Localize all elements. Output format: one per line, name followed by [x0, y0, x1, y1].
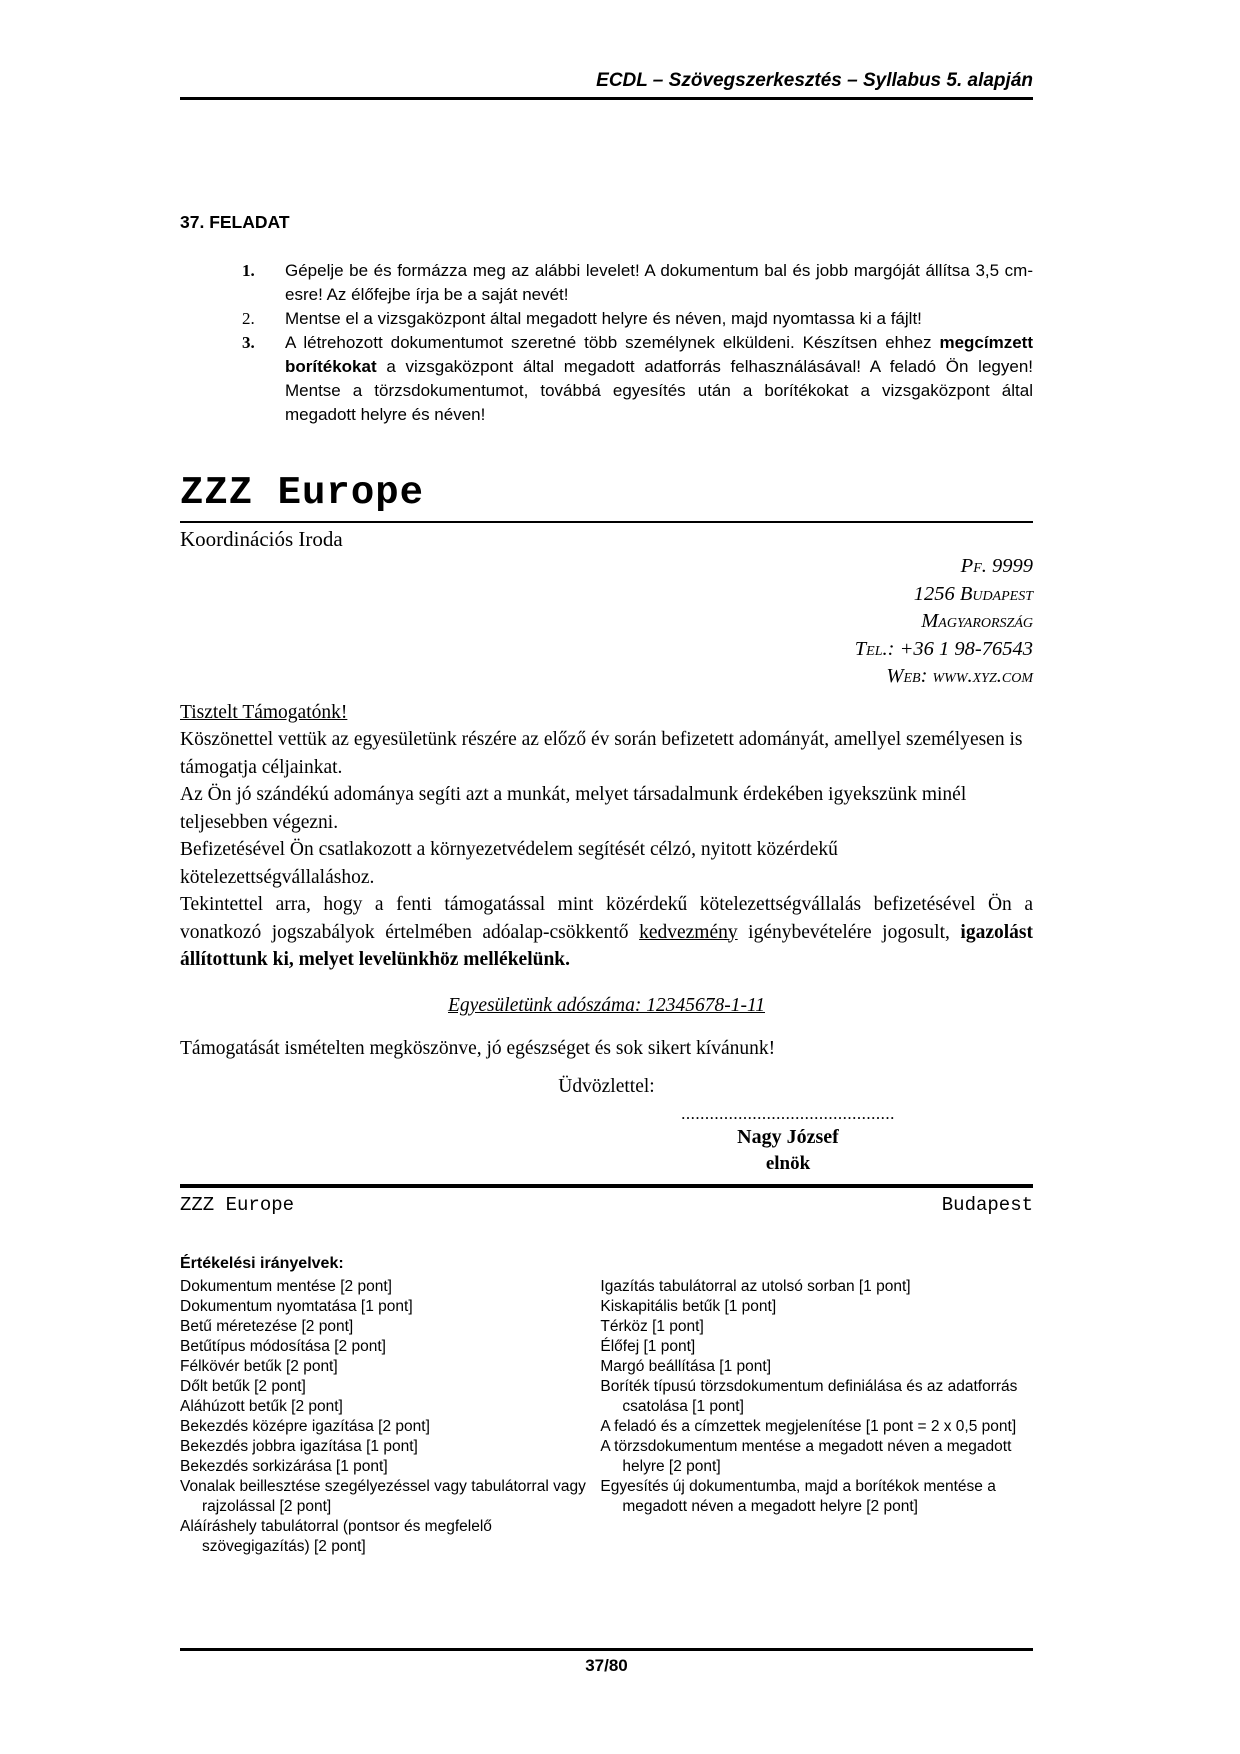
department-name: Koordinációs Iroda [180, 527, 343, 551]
salutation-line [180, 699, 1033, 727]
eval-item: Bekezdés sorkizárása [1 pont] [180, 1457, 388, 1475]
paragraph-4-bold: igazolást állítottunk ki, melyet levelünkhöz mellékelünk. [180, 921, 1033, 970]
task-item-3-text-bold: megcímzett borítékokat [285, 333, 1033, 376]
letter-footer [180, 1184, 1033, 1220]
paragraph-1: Köszönettel vettük az egyesületünk részére az előző év során befizetett adományát, amellyel személyesen is támogatja céljainkat. [180, 729, 1023, 778]
signature-dotted-line: ............................................. [681, 1104, 895, 1123]
paragraph-3: Befizetésével Ön csatlakozott a környezetvédelem segítését célzó, nyitott közérdekű kötelezettségvállaláshoz. [180, 839, 838, 888]
task-item-1-text: Gépelje be és formázza meg az alábbi levelet! A dokumentum bal és jobb margóját állítsa 3,5 cm-esre! Az élőfejbe írja be a saját nevét! [285, 261, 1033, 304]
eval-item: Bekezdés jobbra igazítása [1 pont] [180, 1437, 418, 1455]
evaluation-heading: Értékelési irányelvek: [180, 1254, 344, 1272]
task-title: 37. FELADAT [180, 212, 290, 232]
page-footer [180, 1648, 1033, 1676]
task-item-1 [180, 259, 1033, 307]
task-item-2 [180, 307, 1033, 331]
signer-name: Nagy József [737, 1126, 839, 1148]
eval-item: Dokumentum mentése [2 pont] [180, 1277, 392, 1295]
page-number: 37/80 [585, 1656, 628, 1675]
eval-item: Margó beállítása [1 pont] [600, 1357, 771, 1375]
eval-item: Vonalak beillesztése szegélyezéssel vagy tabulátorral vagy rajzolással [2 pont] [180, 1477, 586, 1515]
paragraph-4-mid: igénybevételére jogosult, [737, 921, 961, 943]
task-item-3 [180, 331, 1033, 427]
signature-block [663, 1104, 913, 1176]
page-content [180, 0, 1033, 1557]
task-item-3-number: 3. [242, 333, 255, 352]
eval-item: Egyesítés új dokumentumba, majd a borítékok mentése a megadott néven a megadott helyre [2 pont] [600, 1477, 996, 1515]
eval-item: Dokumentum nyomtatása [1 pont] [180, 1297, 413, 1315]
task-list [180, 259, 1033, 427]
eval-item: Aláíráshely tabulátorral (pontsor és megfelelő szövegigazítás) [2 pont] [180, 1517, 492, 1555]
tax-number-text: Egyesületünk adószáma: 12345678-1-11 [448, 994, 765, 1016]
eval-item: A feladó és a címzettek megjelenítése [1 pont = 2 x 0,5 pont] [600, 1417, 1017, 1435]
paragraph-4-pre: Tekintettel arra, hogy a fenti támogatással mint közérdekű kötelezettségvállalás befizetésével Ön a vonatkozó jogszabályok értelmében adóalap-csökkentő [180, 894, 1033, 943]
task-item-2-number: 2. [242, 309, 255, 328]
paragraph-2: Az Ön jó szándékú adománya segíti azt a munkát, melyet társadalmunk érdekében igyekszünk minél teljesebben végezni. [180, 784, 967, 833]
address-city: 1256 Budapest [913, 582, 1033, 605]
task-item-1-number: 1. [242, 261, 255, 280]
letter-footer-company: ZZZ Europe [180, 1194, 295, 1216]
address-country: Magyarország [921, 610, 1033, 632]
task-item-3-text-post: a vizsgaközpont által megadott adatforrás felhasználásával! A feladó Ön legyen! Mentse a törzsdokumentumot, továbbá egyesítés után a borítékokat a vizsgaközpont által megadott helyre és néven! [285, 357, 1033, 424]
evaluation-columns [180, 1277, 1033, 1557]
eval-item: Kiskapitális betűk [1 pont] [600, 1297, 777, 1315]
eval-item: Élőfej [1 pont] [600, 1337, 696, 1355]
evaluation-left-column [180, 1277, 590, 1557]
eval-item: Betű méretezése [2 pont] [180, 1317, 354, 1335]
evaluation-right-column [600, 1277, 1033, 1557]
evaluation-section [180, 1254, 1033, 1557]
paragraph-4-underlined: kedvezmény [639, 921, 738, 943]
eval-item: Betűtípus módosítása [2 pont] [180, 1337, 386, 1355]
closing-line: Üdvözlettel: [558, 1075, 655, 1097]
signer-title: elnök [765, 1153, 811, 1174]
task-item-3-text-pre: A létrehozott dokumentumot szeretné több személynek elküldeni. Készítsen ehhez [285, 333, 940, 352]
paragraph-4 [180, 891, 1033, 974]
paragraph-5: Támogatását ismételten megköszönve, jó egészséget és sok sikert kívánunk! [180, 1038, 776, 1059]
eval-item: Félkövér betűk [2 pont] [180, 1357, 338, 1375]
eval-item: Igazítás tabulátorral az utolsó sorban [1 pont] [600, 1277, 911, 1295]
eval-item: Bekezdés középre igazítása [2 pont] [180, 1417, 430, 1435]
address-block [180, 553, 1033, 691]
document-header [180, 0, 1033, 100]
letter-footer-city: Budapest [941, 1194, 1033, 1216]
tax-number-line [180, 992, 1033, 1020]
eval-item: Térköz [1 pont] [600, 1317, 704, 1335]
letter-body [180, 699, 1033, 1220]
address-po-box: Pf. 9999 [960, 555, 1033, 577]
eval-item: Dőlt betűk [2 pont] [180, 1377, 306, 1395]
eval-item: Aláhúzott betűk [2 pont] [180, 1397, 343, 1415]
eval-item: Boríték típusú törzsdokumentum definiálása és az adatforrás csatolása [1 pont] [600, 1377, 1018, 1415]
header-title: ECDL – Szövegszerkesztés – Syllabus 5. alapján [596, 70, 1033, 91]
company-name: ZZZ Europe [180, 471, 1033, 523]
salutation-text: Tisztelt Támogatónk! [180, 701, 348, 723]
address-web: Web: www.xyz.com [886, 665, 1033, 687]
eval-item: A törzsdokumentum mentése a megadott néven a megadott helyre [2 pont] [600, 1437, 1012, 1475]
address-phone: Tel.: +36 1 98-76543 [854, 637, 1033, 660]
task-item-2-text: Mentse el a vizsgaközpont által megadott helyre és néven, majd nyomtassa ki a fájlt! [285, 309, 922, 328]
